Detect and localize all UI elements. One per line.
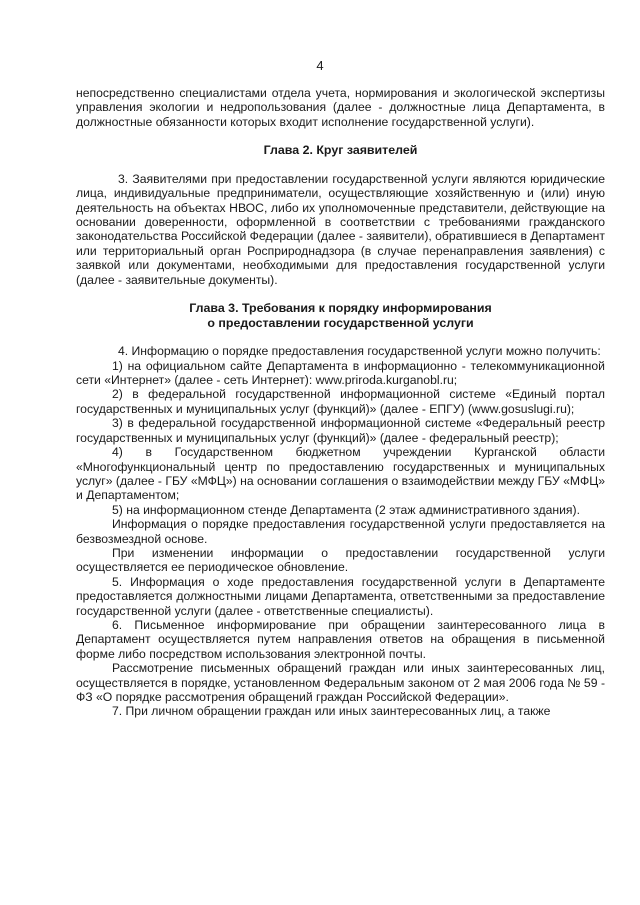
paragraph-info-free: Информация о порядке предоставления государственной услуги предоставляется на безвозмездной основе. — [76, 517, 605, 546]
paragraph-4-item-4: 4) в Государственном бюджетном учреждении Курганской области «Многофункциональный центр по предоставлению государственных и муниципальных услуг» (далее - ГБУ «МФЦ») на основании соглашения о взаимодействии между ГБУ «МФЦ» и Департаментом; — [76, 445, 605, 503]
paragraph-5: 5. Информация о ходе предоставления государственной услуги в Департаменте предоставляется должностными лицами Департамента, ответственными за предоставление государственной услуги (далее - ответственные специалисты). — [76, 574, 605, 618]
chapter-3-title-line-1: Глава 3. Требования к порядку информирования — [189, 301, 492, 316]
chapter-2-title: Глава 2. Круг заявителей — [263, 143, 418, 158]
paragraph-4-item-1: 1) на официальном сайте Департамента в информационно - телекоммуникационной сети «Интернет» (далее - сеть Интернет): www.priroda.kurganobl.ru; — [76, 358, 605, 388]
paragraph-4-item-2: 2) в федеральной государственной информационной системе «Единый портал государственных и муниципальных услуг (функций)» (далее - ЕПГУ) (www.gosuslugi.ru); — [76, 387, 605, 416]
paragraph-6-review: Рассмотрение письменных обращений граждан или иных заинтересованных лиц, осуществляется в порядке, установленном Федеральным законом от 2 мая 2006 года № 59 - ФЗ «О порядке рассмотрения обращений граждан Российской Федерации». — [76, 661, 605, 704]
chapter-3-title-line-2: о предоставлении государственной услуги — [207, 315, 474, 330]
paragraph-4: 4. Информацию о порядке предоставления государственной услуги можно получить: — [118, 344, 601, 359]
paragraph-intro: непосредственно специалистами отдела учета, нормирования и экологической экспертизы управления экологии и недропользования (далее - должностные лица Департамента, в должностные обязанности которых входит исполнение государственной услуги). — [76, 86, 605, 129]
paragraph-6: 6. Письменное информирование при обращении заинтересованного лица в Департамент осуществляется путем направления ответов на обращения в письменной форме либо посредством использования электронной почты. — [76, 617, 605, 661]
page-number: 4 — [316, 58, 324, 73]
paragraph-info-update: При изменении информации о предоставлении государственной услуги осуществляется ее периодическое обновление. — [76, 545, 605, 575]
paragraph-7: 7. При личном обращении граждан или иных заинтересованных лиц, а также — [112, 704, 551, 719]
paragraph-4-item-3: 3) в федеральной государственной информационной системе «Федеральный реестр государственных и муниципальных услуг (функций)» (далее - федеральный реестр); — [76, 416, 605, 445]
paragraph-4-item-5: 5) на информационном стенде Департамента (2 этаж административного здания). — [112, 502, 580, 517]
document-body — [76, 86, 605, 719]
paragraph-3: 3. Заявителями при предоставлении государственной услуги являются юридические лица, индивидуальные предприниматели, осуществляющие хозяйственную и (или) иную деятельность на объектах НВОС, либо их уполномоченные представители, действующие на основании доверенности, оформленной в соответствии с требованиями гражданского законодательства Российской Федерации (далее - заявители), обратившиеся в Департамент или территориальный орган Росприроднадзора (в случае перенаправления заявления) с заявкой или документами, необходимыми для предоставления государственной услуги (далее - заявительные документы). — [76, 171, 605, 287]
